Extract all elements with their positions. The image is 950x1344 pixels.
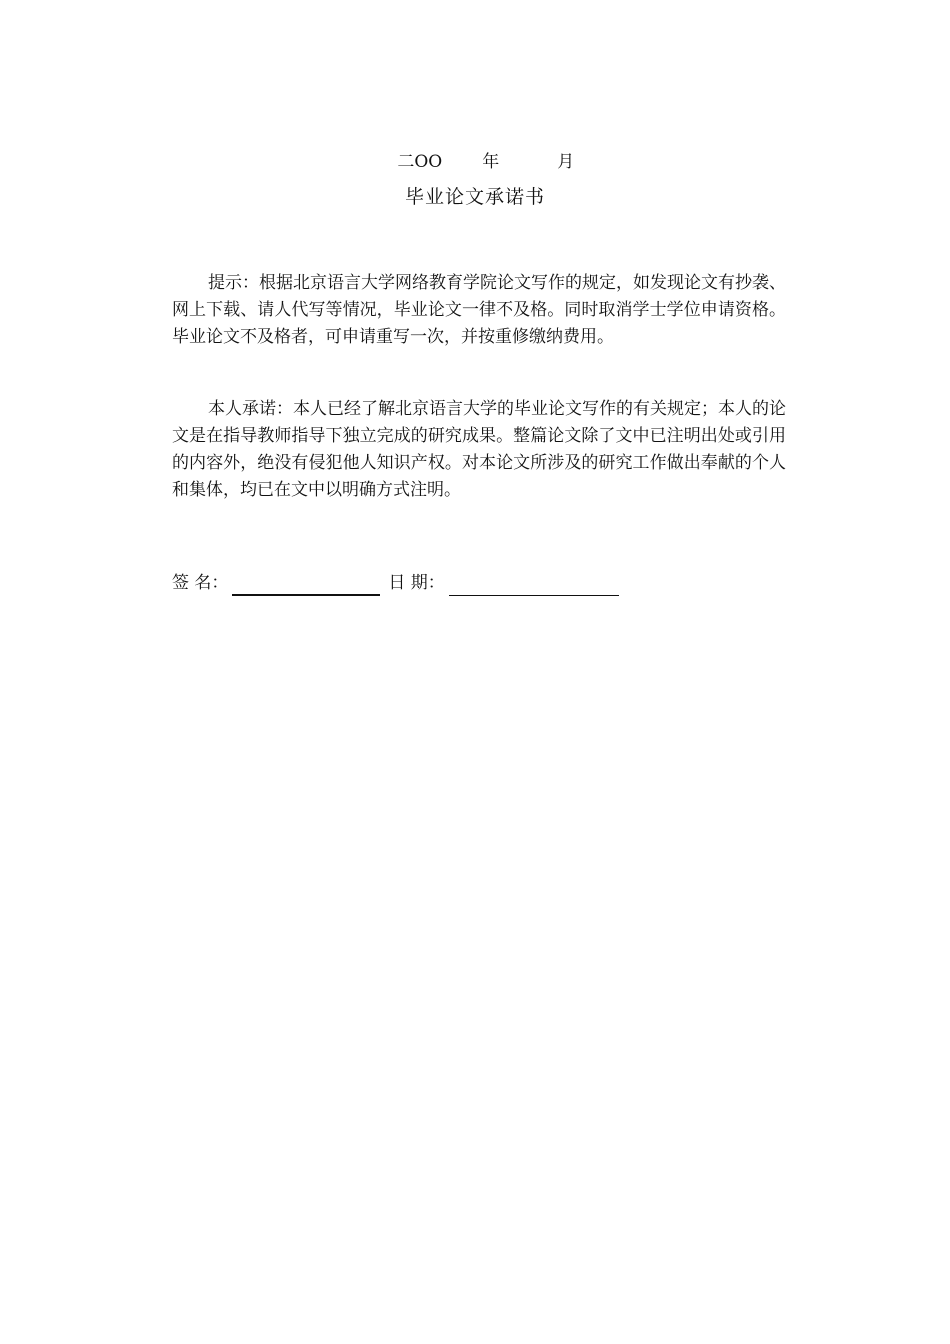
signature-label: 签 名：	[172, 573, 229, 593]
date-blank-line[interactable]	[449, 575, 619, 596]
signature-row	[172, 570, 786, 596]
document-title: 毕业论文承诺书	[404, 186, 545, 208]
date-year-label: 年	[482, 152, 500, 172]
pledge-paragraph: 本人承诺：本人已经了解北京语言大学的毕业论文写作的有关规定；本人的论文是在指导教师指导下独立完成的研究成果。整篇论文除了文中已注明出处或引用的内容外，绝没有侵犯他人知识产权。对本论文所涉及的研究工作做出奉献的个人和集体，均已在文中以明确方式注明。	[172, 399, 786, 500]
signature-blank-line[interactable]	[232, 574, 380, 596]
notice-paragraph: 提示：根据北京语言大学网络教育学院论文写作的规定，如发现论文有抄袭、网上下载、请人代写等情况，毕业论文一律不及格。同时取消学士学位申请资格。毕业论文不及格者，可申请重写一次，并按重修缴纳费用。	[172, 273, 786, 347]
date-year-prefix: 二OO	[397, 152, 443, 172]
date-month-label: 月	[557, 152, 575, 172]
date-label: 日 期：	[388, 573, 445, 593]
